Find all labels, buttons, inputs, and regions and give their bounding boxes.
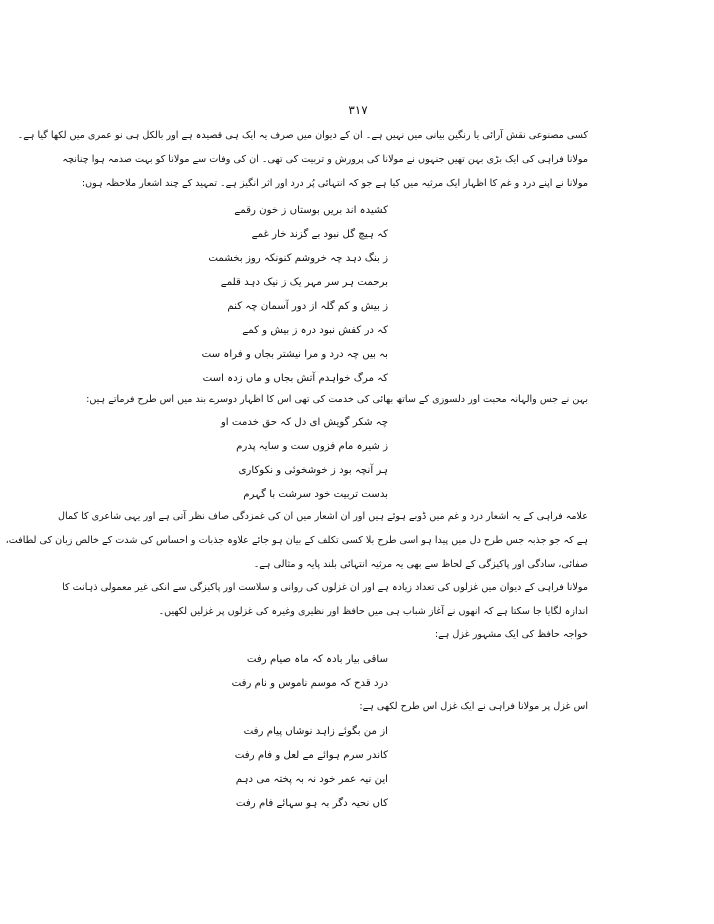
sister-paragraph-line: بہن نے جس والہانہ محبت اور دلسوزی کے ساتھ بھائی کی خدمت کی تھی اس کا اظہار دوسرے بند میں اس طرح فرماتے ہیں:: [86, 394, 588, 405]
marsiya-verse: کہ مرگ خواہدم آتش بجاں و ماں زدہ است: [202, 373, 388, 384]
sister-verse: بدست تربیت خود سرشت با گہرم: [243, 489, 388, 500]
farahi-verse: از من بگوئے زاہد نوشاں پیام رفت: [243, 726, 388, 737]
marsiya-verse: کہ در کفش نبود درہ ز بیش و کمے: [242, 325, 388, 336]
intro-paragraph-line: کسی مصنوعی نقش آرائی یا رنگین بیانی میں نہیں ہے۔ ان کے دیوان میں صرف یہ ایک ہی قصیدہ ہے اور بالکل ہی نو عمری میں لکھا گیا ہے۔: [17, 130, 588, 141]
analysis-paragraph-line: صفائی، سادگی اور پاکیزگی کے لحاظ سے بھی یہ مرثیہ انتہائی بلند پایہ و مثالی ہے۔: [253, 559, 588, 570]
marsiya-verse: کہ ہیچ گل نبود بے گزند خار غمے: [251, 229, 388, 240]
intro-paragraph-line: مولانا فراہی کی ایک بڑی بہن تھیں جنہوں نے مولانا کی پرورش و تربیت کی تھی۔ ان کی وفات سے مولانا کو بہت صدمہ ہوا چنانچہ: [62, 154, 588, 165]
marsiya-verse: بہ بیں چہ درد و مرا نیشتر بجاں و فراہ ست: [201, 349, 388, 360]
sister-verse: ہر آنچہ بود ز خوشخوئی و نکوکاری: [238, 465, 388, 476]
analysis-paragraph-line: علامہ فراہی کے یہ اشعار درد و غم میں ڈوبے ہوئے ہیں اور ان اشعار میں ان کی غمزدگی صاف نظر آتی ہے اور یہی شاعری کا کمال: [58, 511, 588, 522]
hafiz-verse: درد قدح کہ موسم ناموس و نام رفت: [231, 678, 388, 689]
hafiz-verse: ساقی بیار بادہ کہ ماہ صیام رفت: [246, 654, 388, 665]
analysis-paragraph-line: ہے کہ جو جذبہ جس طرح دل میں پیدا ہو اسی طرح بلا کسی تکلف کے بیان ہو جائے علاوہ جذبات و احساس کی شدت کے خالص زبان کی لطافت،: [5, 535, 588, 546]
marsiya-verse: کشیدہ اند بریں بوستاں ز خون رقمے: [234, 205, 388, 216]
page-number: ۳۱۷: [348, 103, 368, 117]
sister-verse: چہ شکر گویش ای دل کہ حق خدمت او: [220, 417, 388, 428]
ghazal-paragraph-line: اندازہ لگایا جا سکتا ہے کہ انھوں نے آغاز شباب ہی میں حافظ اور نظیری وغیرہ کی غزلوں پر غزلیں لکھیں۔: [158, 606, 588, 617]
farahi-verse: این نیہ عمر خود نہ بہ پختہ می دہم: [235, 774, 388, 785]
ghazal-paragraph-line: مولانا فراہی کے دیوان میں غزلوں کی تعداد زیادہ ہے اور ان غزلوں کی روانی و سلاست اور پاکیزگی سے انکی غیر معمولی ذہانت کا: [62, 582, 588, 593]
farahi-verse: کاندر سرم ہوائے مے لعل و فام رفت: [234, 750, 388, 761]
marsiya-verse: برحمت ہر سر مہر یک ز نیک دہد قلمے: [220, 277, 388, 288]
hafiz-intro: خواجہ حافظ کی ایک مشہور غزل ہے:: [434, 629, 588, 640]
farahi-intro: اس غزل پر مولانا فراہی نے ایک غزل اس طرح لکھی ہے:: [359, 701, 588, 712]
intro-paragraph-line: مولانا نے اپنے درد و غم کا اظہار ایک مرثیہ میں کیا ہے جو کہ انتہائی پُر درد اور اثر انگیز ہے۔ تمہید کے چند اشعار ملاحظہ ہوں:: [81, 178, 588, 189]
marsiya-verse: ز بیش و کم گلہ از دور آسمان چہ کنم: [227, 301, 388, 312]
sister-verse: ز شیرہ مام فزوں ست و سایہ پدرم: [236, 441, 388, 452]
marsiya-verse: ز بنگ دہد چہ خروشم کنونکہ روز بخشمت: [208, 253, 388, 264]
farahi-verse: کاں نحیہ دگر بہ ہو سہائے فام رفت: [235, 798, 388, 809]
